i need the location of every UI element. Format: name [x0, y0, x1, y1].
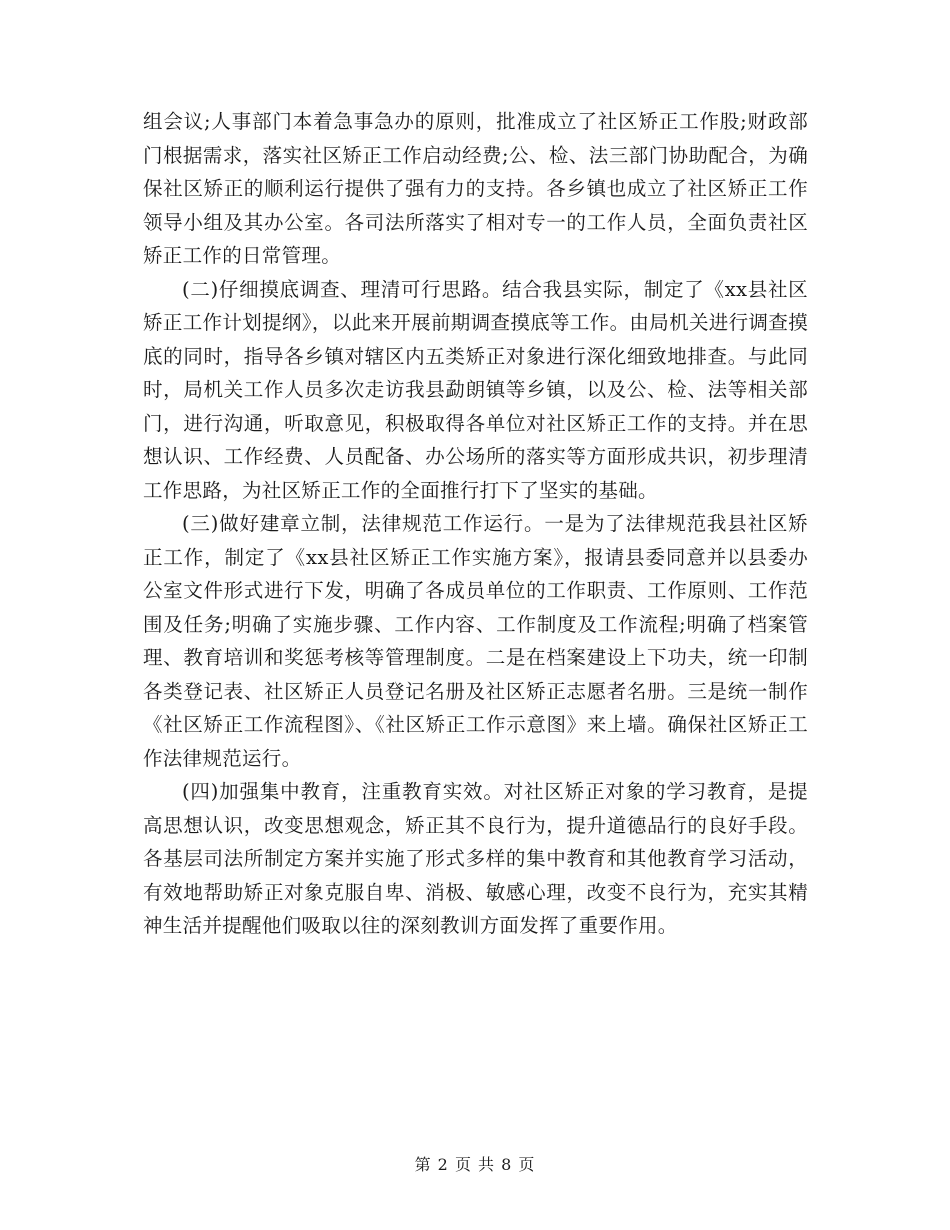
- document-body: [143, 105, 808, 943]
- paragraph-2: (三)做好建章立制，法律规范工作运行。一是为了法律规范我县社区矫正工作，制定了《xx县社区矫正工作实施方案》，报请县委同意并以县委办公室文件形式进行下发，明确了各成员单位的工作职责、工作原则、工作范围及任务;明确了实施步骤、工作内容、工作制度及工作流程;明确了档案管理、教育培训和奖惩考核等管理制度。二是在档案建设上下功夫，统一印制各类登记表、社区矫正人员登记名册及社区矫正志愿者名册。三是统一制作《社区矫正工作流程图》、《社区矫正工作示意图》来上墙。确保社区矫正工作法律规范运行。: [143, 512, 808, 770]
- paragraph-3: (四)加强集中教育，注重教育实效。对社区矫正对象的学习教育，是提高思想认识，改变思想观念，矫正其不良行为，提升道德品行的良好手段。各基层司法所制定方案并实施了形式多样的集中教育和其他教育学习活动，有效地帮助矫正对象克服自卑、消极、敏感心理，改变不良行为，充实其精神生活并提醒他们吸取以往的深刻教训方面发挥了重要作用。: [143, 780, 808, 937]
- paragraph-0: 组会议;人事部门本着急事急办的原则，批准成立了社区矫正工作股;财政部门根据需求，落实社区矫正工作启动经费;公、检、法三部门协助配合，为确保社区矫正的顺利运行提供了强有力的支持。各乡镇也成立了社区矫正工作领导小组及其办公室。各司法所落实了相对专一的工作人员，全面负责社区矫正工作的日常管理。: [143, 110, 808, 267]
- page-footer: 第 2 页 共 8 页: [414, 1155, 536, 1174]
- paragraph-1: (二)仔细摸底调查、理清可行思路。结合我县实际，制定了《xx县社区矫正工作计划提纲》，以此来开展前期调查摸底等工作。由局机关进行调查摸底的同时，指导各乡镇对辖区内五类矫正对象进行深化细致地排查。与此同时，局机关工作人员多次走访我县勐朗镇等乡镇，以及公、检、法等相关部门，进行沟通，听取意见，积极取得各单位对社区矫正工作的支持。并在思想认识、工作经费、人员配备、办公场所的落实等方面形成共识，初步理清工作思路，为社区矫正工作的全面推行打下了坚实的基础。: [143, 277, 808, 502]
